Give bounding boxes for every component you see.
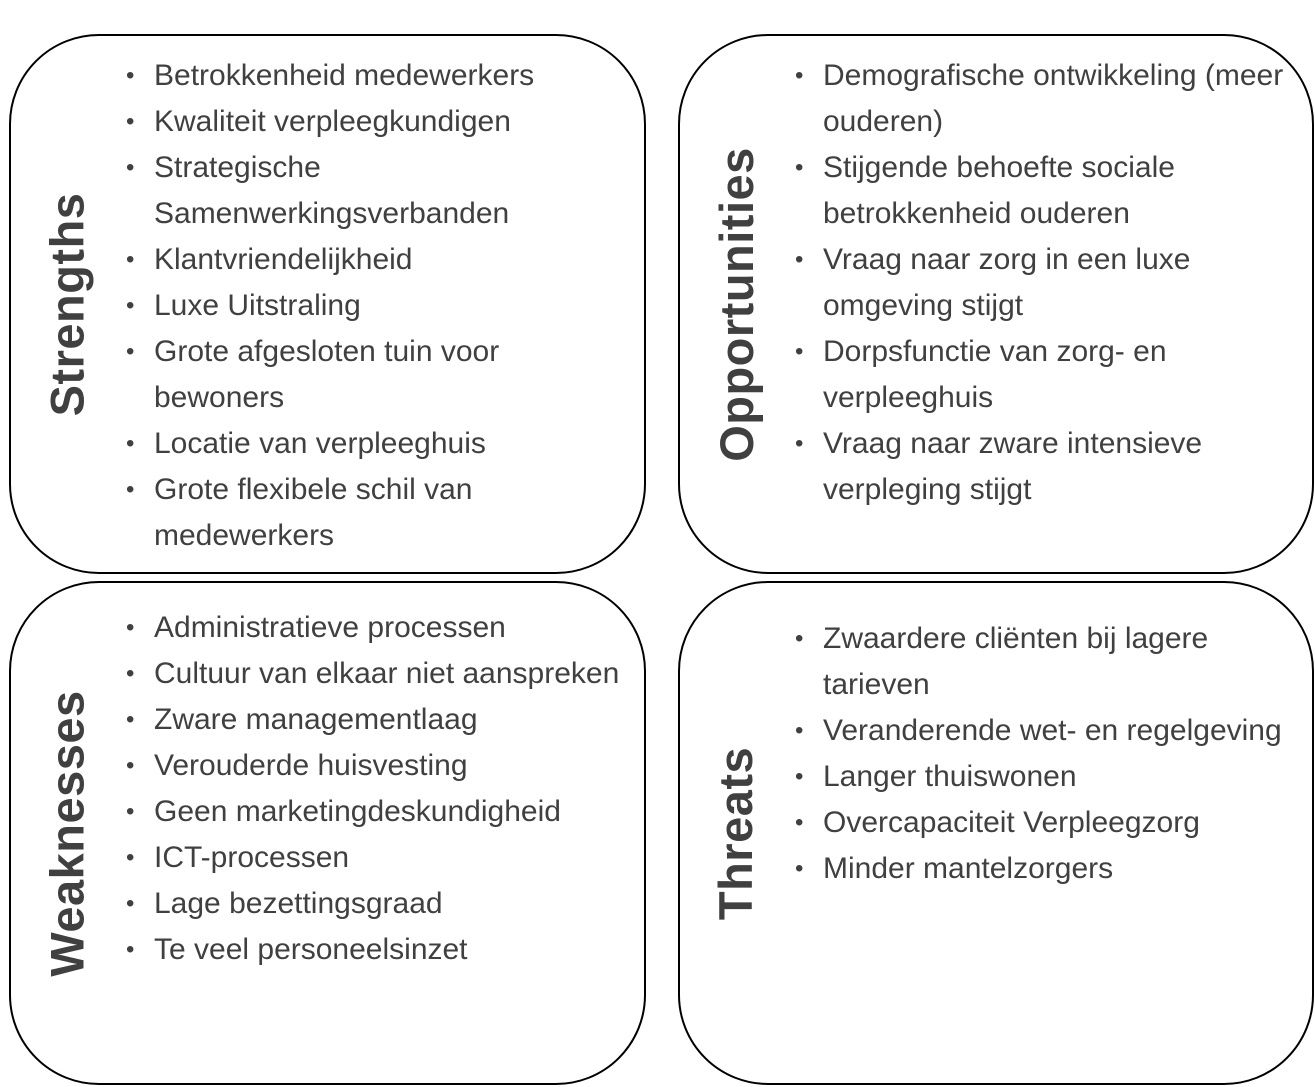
opportunities-title-container	[680, 36, 792, 572]
strengths-item: • Klantvriendelijkheid	[124, 237, 634, 283]
strengths-item: • Betrokkenheid medewerkers	[124, 53, 634, 99]
strengths-item: • Grote flexibele schil van medewerkers	[124, 467, 634, 559]
strengths-item: • Grote afgesloten tuin voor bewoners	[124, 329, 634, 421]
opportunities-list	[793, 53, 1303, 513]
weaknesses-item: • Te veel personeelsinzet	[124, 927, 634, 973]
strengths-title-container	[11, 36, 123, 572]
strengths-item: • Luxe Uitstraling	[124, 283, 634, 329]
opportunities-title: Opportunities	[709, 146, 763, 462]
threats-item: • Langer thuiswonen	[793, 754, 1303, 800]
weaknesses-item: • Verouderde huisvesting	[124, 743, 634, 789]
weaknesses-item: • Cultuur van elkaar niet aanspreken	[124, 651, 634, 697]
threats-item: • Veranderende wet- en regelgeving	[793, 708, 1303, 754]
strengths-item: • Kwaliteit verpleegkundigen	[124, 99, 634, 145]
weaknesses-item: • Zware managementlaag	[124, 697, 634, 743]
opportunities-item: • Stijgende behoefte sociale betrokkenheid ouderen	[793, 145, 1303, 237]
weaknesses-item: • Administratieve processen	[124, 605, 634, 651]
opportunities-item: • Demografische ontwikkeling (meer ouderen)	[793, 53, 1303, 145]
strengths-quadrant	[9, 34, 646, 574]
opportunities-item: • Dorpsfunctie van zorg- en verpleeghuis	[793, 329, 1303, 421]
weaknesses-quadrant	[9, 581, 646, 1085]
weaknesses-item: • ICT-processen	[124, 835, 634, 881]
weaknesses-list	[124, 605, 634, 973]
weaknesses-title: Weaknesses	[40, 689, 94, 977]
strengths-item: • Locatie van verpleeghuis	[124, 421, 634, 467]
weaknesses-item: • Lage bezettingsgraad	[124, 881, 634, 927]
strengths-item: • Strategische Samenwerkingsverbanden	[124, 145, 634, 237]
threats-title-container	[680, 583, 792, 1083]
opportunities-item: • Vraag naar zorg in een luxe omgeving stijgt	[793, 237, 1303, 329]
weaknesses-item: • Geen marketingdeskundigheid	[124, 789, 634, 835]
threats-item: • Minder mantelzorgers	[793, 846, 1303, 892]
strengths-list	[124, 53, 634, 559]
strengths-title: Strengths	[40, 192, 94, 416]
weaknesses-title-container	[11, 583, 123, 1083]
threats-list	[793, 616, 1303, 892]
opportunities-quadrant	[678, 34, 1314, 574]
threats-quadrant	[678, 581, 1314, 1085]
threats-item: • Zwaardere cliënten bij lagere tarieven	[793, 616, 1303, 708]
opportunities-item: • Vraag naar zware intensieve verpleging stijgt	[793, 421, 1303, 513]
threats-item: • Overcapaciteit Verpleegzorg	[793, 800, 1303, 846]
threats-title: Threats	[709, 746, 763, 920]
